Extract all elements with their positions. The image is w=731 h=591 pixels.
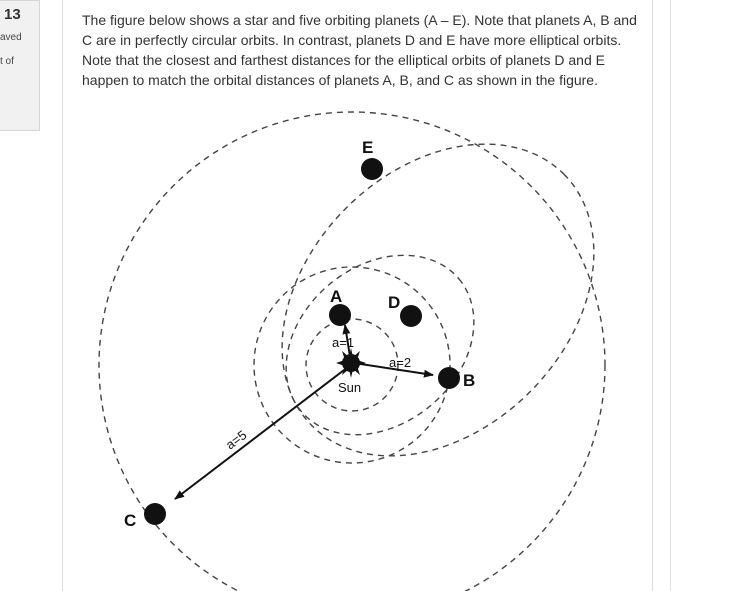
question-info-panel — [0, 0, 40, 131]
question-text-line: happen to match the orbital distances of planets A, B, and C as shown in the figure. — [82, 72, 598, 88]
question-status: aved — [0, 32, 22, 43]
distance-label-b: a=2 — [389, 355, 412, 370]
distance-label-a: a=1 — [332, 335, 355, 350]
planet-e — [361, 158, 383, 180]
arrow-c — [175, 367, 348, 499]
planet-label-d: D — [388, 293, 401, 312]
planet-b — [438, 367, 460, 389]
question-marks: t of — [0, 56, 14, 67]
orbit-c — [99, 112, 605, 591]
planet-label-b: B — [463, 371, 476, 390]
orbit-diagram — [82, 96, 621, 591]
planet-d — [400, 305, 422, 327]
distance-label-c: a=5 — [222, 427, 250, 453]
sun-label: Sun — [338, 380, 362, 395]
orbit-d — [250, 218, 509, 471]
planet-a — [329, 304, 351, 326]
question-text-line: C are in perfectly circular orbits. In contrast, planets D and E have more elliptical orbits. — [82, 32, 622, 48]
right-divider — [670, 0, 671, 591]
orbit-figure — [82, 96, 621, 591]
planet-c — [144, 503, 166, 525]
orbit-e — [220, 96, 621, 518]
question-content — [62, 0, 653, 591]
planet-label-a: A — [330, 287, 343, 306]
planet-label-c: C — [124, 511, 137, 530]
question-text — [82, 10, 642, 90]
question-text-line: The figure below shows a star and five orbiting planets (A – E). Note that planets A, B and — [82, 12, 637, 28]
question-text-line: Note that the closest and farthest distances for the elliptical orbits of planets D and E — [82, 52, 605, 68]
question-number: 13 — [4, 6, 21, 23]
planet-label-e: E — [362, 138, 374, 157]
